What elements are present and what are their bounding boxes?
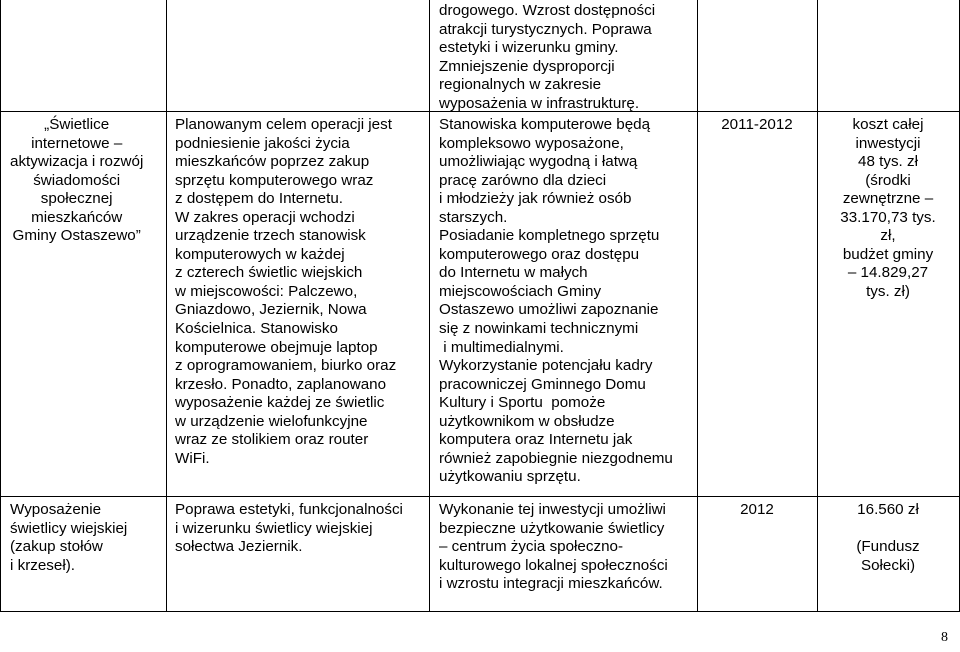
table-cell-effects: Wykonanie tej inwestycji umożliwi bezpieczne użytkowanie świetlicy – centrum życia społeczno- kulturowego lokalnej społeczności i wzrostu integracji mieszkańców. <box>439 501 668 593</box>
table-cell-description: Planowanym celem operacji jest podniesienie jakości życia mieszkańców poprzez zakup sprzętu komputerowego wraz z dostępem do Internetu. W zakres operacji wchodzi urządzenie trzech stanowisk komputerowych w każdej z czterech świetlic wiejskich w miejscowości: Palczewo, Gniazdowo, Jeziernik, Nowa Kościelnica. Stanowisko komputerowe obejmuje laptop z oprogramowaniem, biurko oraz krzesło. Ponadto, zaplanowano wyposażenie każdej ze świetlic w urządzenie wielofunkcyjne wraz ze stolikiem oraz router WiFi. <box>175 116 397 467</box>
table-cell-cost: koszt całej inwestycji 48 tys. zł (środki zewnętrzne – 33.170,73 tys. zł, budżet gminy – 14.829,27 tys. zł) <box>840 116 936 300</box>
table-cell-cost: 16.560 zł (Fundusz Sołecki) <box>856 501 920 574</box>
column-divider <box>166 0 167 612</box>
page-number: 8 <box>941 630 948 645</box>
table-cell-period: 2011-2012 <box>721 116 793 133</box>
table-border-bottom <box>0 611 960 612</box>
row-divider <box>0 496 960 497</box>
table-cell-period: 2012 <box>740 501 774 518</box>
table-cell-operation-name: Wyposażenie świetlicy wiejskiej (zakup stołów i krzeseł). <box>10 501 128 574</box>
table-cell-effects: Stanowiska komputerowe będą kompleksowo wyposażone, umożliwiając wygodną i łatwą pracę zarówno dla dzieci i młodzieży jak również osób starszych. Posiadanie kompletnego sprzętu komputerowego oraz dostępu do Internetu w małych miejscowościach Gminy Ostaszewo umożliwi zapoznanie się z nowinkami technicznymi i multimedialnymi. Wykorzystanie potencjału kadry pracowniczej Gminnego Domu Kultury i Sportu pomoże użytkownikom w obsłudze komputera oraz Internetu jak również zapobiegnie niezgodnemu użytkowaniu sprzętu. <box>439 116 673 486</box>
column-divider <box>817 0 818 612</box>
column-divider <box>697 0 698 612</box>
table-cell-continuation: drogowego. Wzrost dostępności atrakcji turystycznych. Poprawa estetyki i wizerunku gminy. Zmniejszenie dysproporcji regionalnych w zakresie wyposażenia w infrastrukturę. <box>439 2 656 112</box>
table-cell-description: Poprawa estetyki, funkcjonalności i wizerunku świetlicy wiejskiej sołectwa Jeziernik. <box>175 501 403 556</box>
table-border-left <box>0 0 1 612</box>
table-cell-operation-name: „Świetlice internetowe – aktywizacja i rozwój świadomości społecznej mieszkańców Gminy Ostaszewo” <box>10 116 144 245</box>
column-divider <box>429 0 430 612</box>
